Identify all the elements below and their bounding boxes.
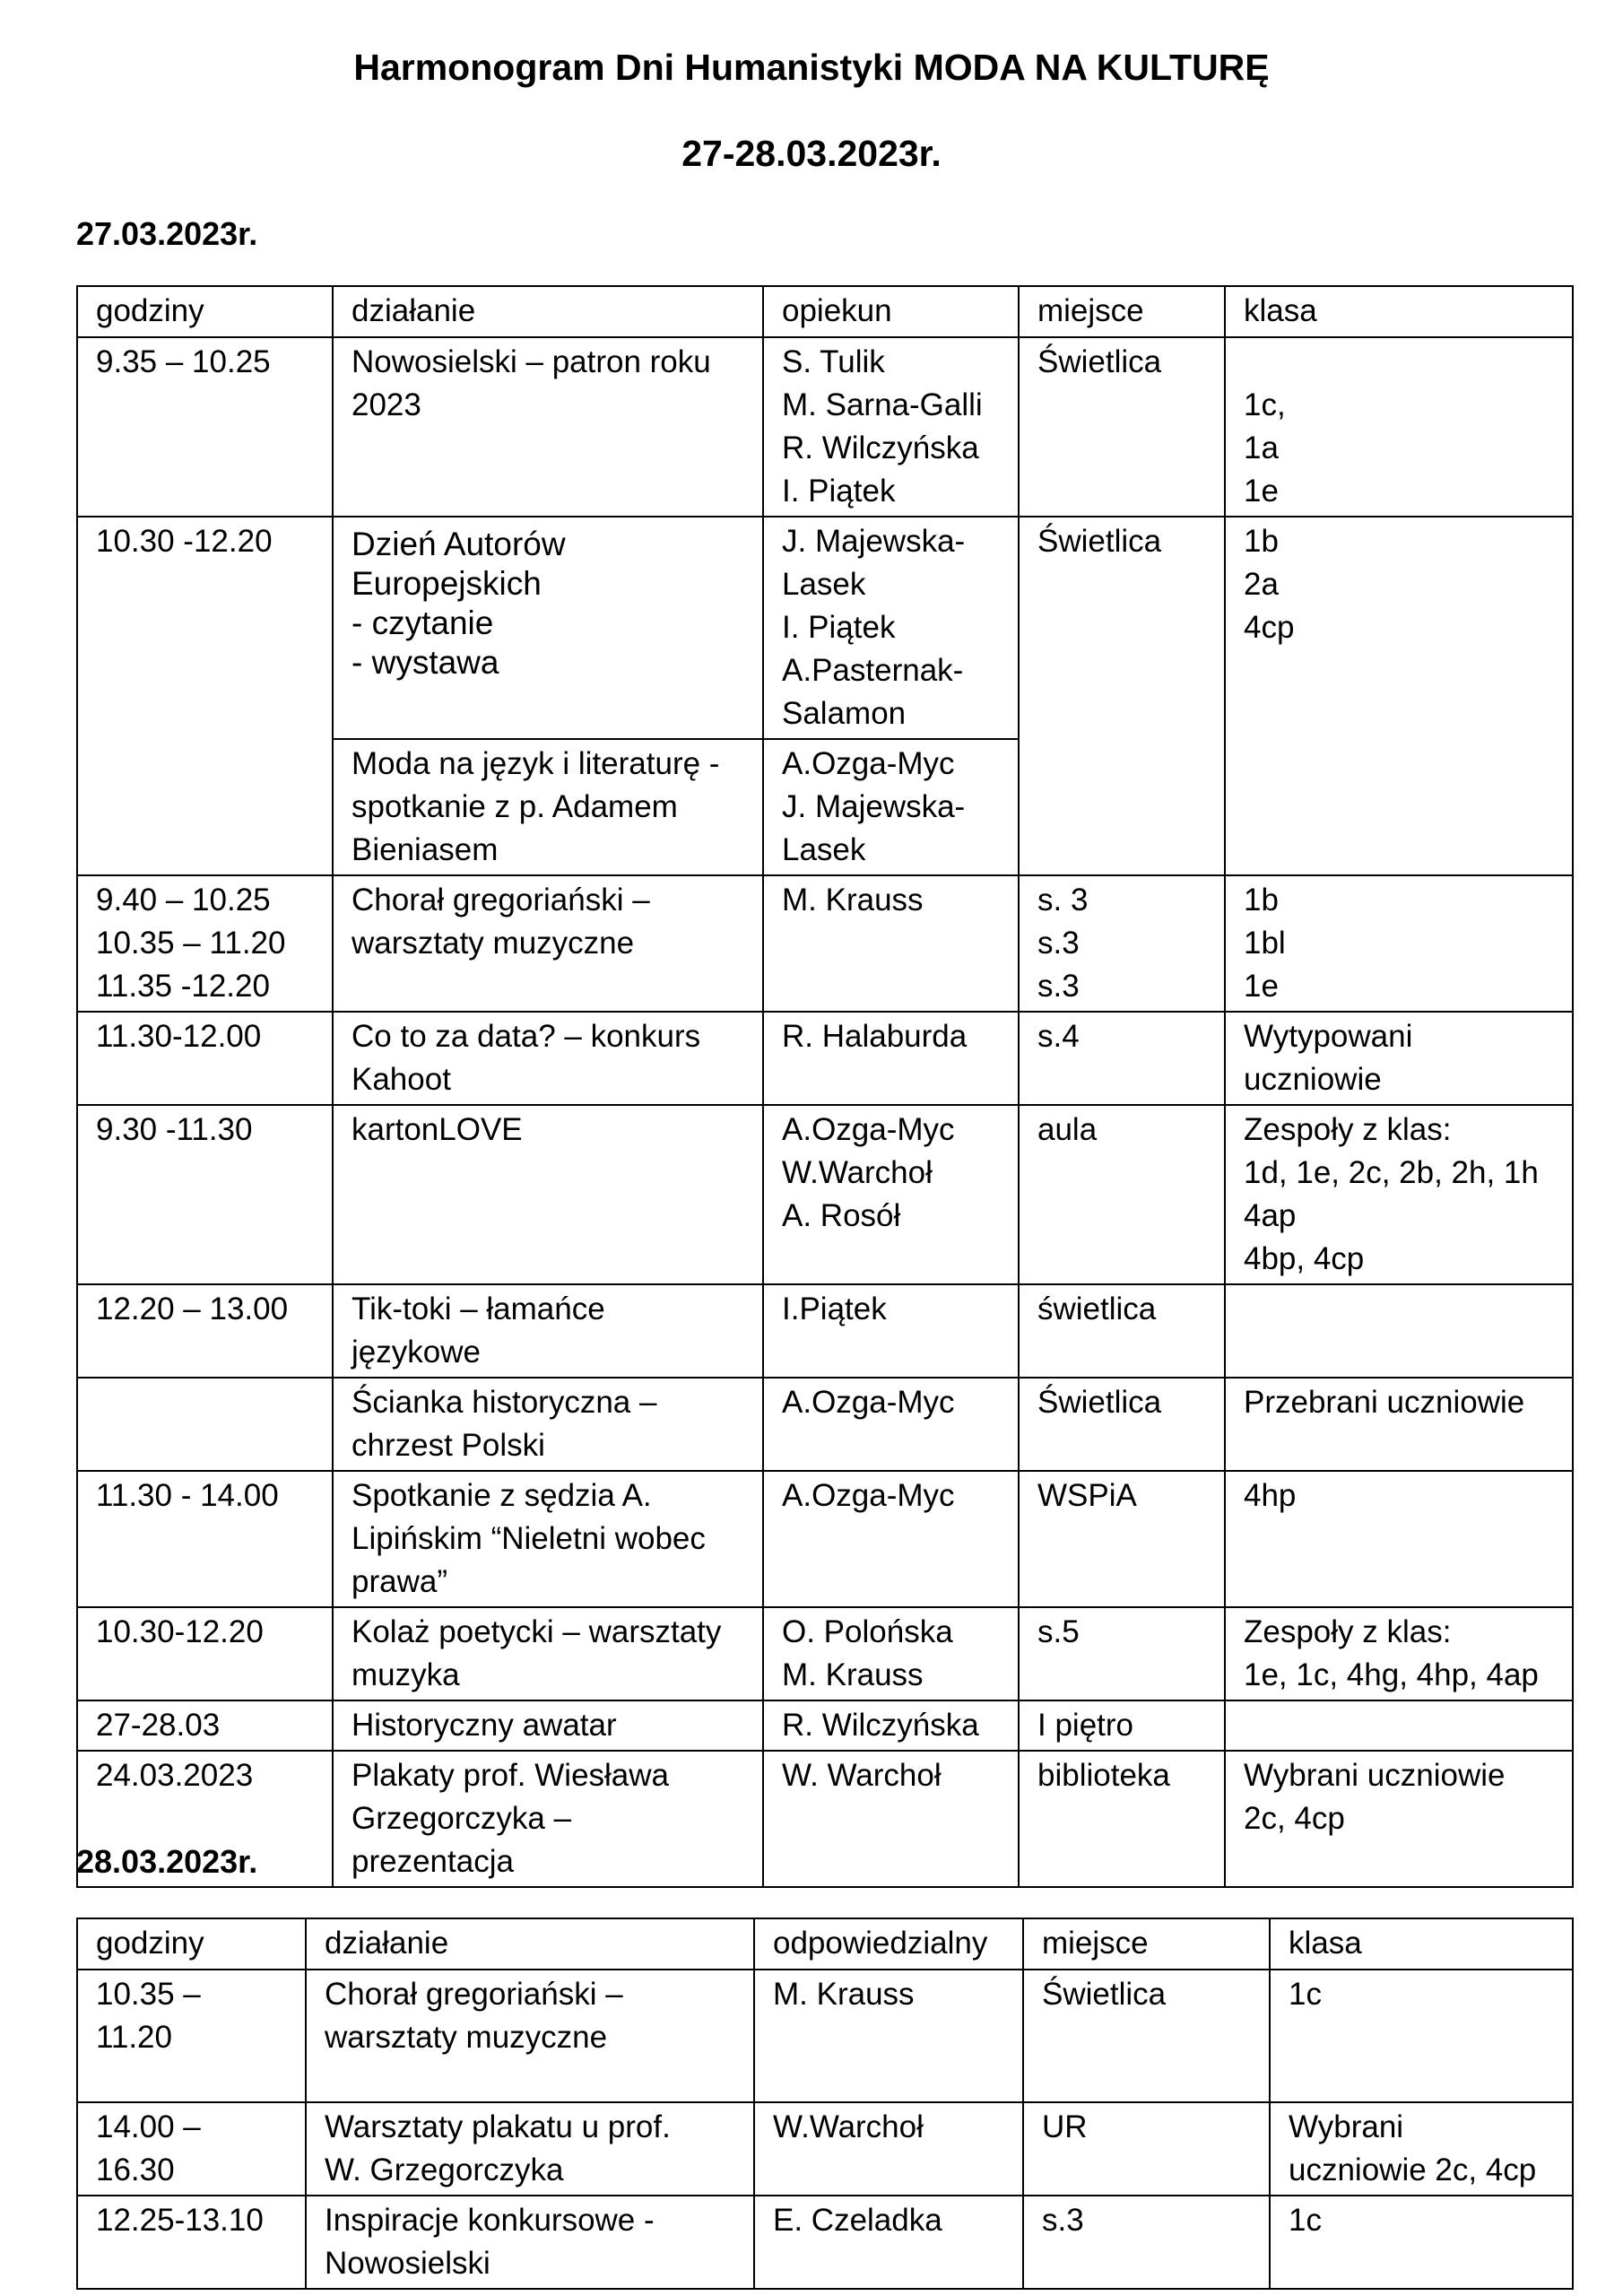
table-row [77,1378,1573,1471]
cell-miejsce: Świetlica [1019,1378,1225,1471]
cell-dzialanie: kartonLOVE [333,1105,763,1284]
header-dzialanie: działanie [333,286,763,337]
cell-godziny: 9.30 -11.30 [77,1105,333,1284]
cell-odpowiedzialny: W.Warchoł [754,2102,1023,2196]
cell-godziny: 12.25-13.10 [77,2196,306,2289]
cell-miejsce: świetlica [1019,1284,1225,1378]
cell-opiekun: R. Wilczyńska [763,1700,1019,1751]
table-row [77,1751,1573,1887]
cell-dzialanie: Nowosielski – patron roku 2023 [333,337,763,517]
cell-dzialanie: Spotkanie z sędzia A. Lipińskim “Nieletni wobec prawa” [333,1471,763,1607]
cell-dzialanie: Ścianka historyczna – chrzest Polski [333,1378,763,1471]
cell-godziny: 12.20 – 13.00 [77,1284,333,1378]
cell-miejsce: s.5 [1019,1607,1225,1700]
cell-opiekun: W. Warchoł [763,1751,1019,1887]
schedule-table-day1 [76,285,1574,1888]
cell-miejsce: aula [1019,1105,1225,1284]
cell-godziny: 9.40 – 10.25 10.35 – 11.20 11.35 -12.20 [77,875,333,1012]
cell-godziny: 14.00 – 16.30 [77,2102,306,2196]
cell-klasa: 1b 2a 4cp [1225,517,1573,875]
table-row [77,1012,1573,1105]
table-row [77,2196,1573,2289]
cell-miejsce: WSPiA [1019,1471,1225,1607]
header-odpowiedzialny: odpowiedzialny [754,1918,1023,1970]
cell-godziny: 24.03.2023 [77,1751,333,1887]
cell-klasa [1225,1700,1573,1751]
header-klasa: klasa [1225,286,1573,337]
table-row [77,2102,1573,2196]
cell-dzialanie: Tik-toki – łamańce językowe [333,1284,763,1378]
page-subtitle: 27-28.03.2023r. [681,133,942,174]
table-row [77,1284,1573,1378]
cell-godziny: 10.30 -12.20 [77,517,333,875]
cell-dzialanie: Warsztaty plakatu u prof. W. Grzegorczyka [306,2102,754,2196]
header-godziny: godziny [77,286,333,337]
cell-odpowiedzialny: M. Krauss [754,1970,1023,2102]
cell-odpowiedzialny: E. Czeladka [754,2196,1023,2289]
header-miejsce: miejsce [1019,286,1225,337]
table-header-row [77,1918,1573,1970]
cell-dzialanie: Moda na język i literaturę - spotkanie z p. Adamem Bieniasem [333,739,763,875]
cell-opiekun: A.Ozga-Myc J. Majewska- Lasek [763,739,1019,875]
table-row [77,875,1573,1012]
cell-miejsce: biblioteka [1019,1751,1225,1887]
table-row [77,1970,1573,2102]
page-title: Harmonogram Dni Humanistyki MODA NA KULTURĘ [353,47,1270,88]
day1-label: 27.03.2023r. [76,215,258,252]
cell-dzialanie: Dzień Autorów Europejskich - czytanie - wystawa [333,517,763,739]
cell-opiekun: A.Ozga-Myc [763,1471,1019,1607]
cell-dzialanie: Co to za data? – konkurs Kahoot [333,1012,763,1105]
cell-opiekun: A.Ozga-Myc W.Warchoł A. Rosół [763,1105,1019,1284]
cell-dzialanie: Plakaty prof. Wiesława Grzegorczyka – prezentacja [333,1751,763,1887]
cell-opiekun: M. Krauss [763,875,1019,1012]
header-opiekun: opiekun [763,286,1019,337]
cell-klasa: Wybrani uczniowie 2c, 4cp [1225,1751,1573,1887]
cell-klasa: Zespoły z klas: 1e, 1c, 4hg, 4hp, 4ap [1225,1607,1573,1700]
cell-klasa: 4hp [1225,1471,1573,1607]
cell-opiekun: R. Halaburda [763,1012,1019,1105]
cell-klasa [1225,1284,1573,1378]
cell-godziny: 27-28.03 [77,1700,333,1751]
cell-dzialanie: Historyczny awatar [333,1700,763,1751]
cell-klasa: Wytypowani uczniowie [1225,1012,1573,1105]
cell-miejsce: Świetlica [1019,517,1225,875]
cell-klasa: 1c [1270,2196,1573,2289]
table-row [77,517,1573,739]
table-row [77,1700,1573,1751]
cell-miejsce: s.4 [1019,1012,1225,1105]
cell-miejsce: s.3 [1023,2196,1270,2289]
cell-miejsce: Świetlica [1023,1970,1270,2102]
cell-miejsce: UR [1023,2102,1270,2196]
cell-godziny: 10.35 – 11.20 [77,1970,306,2102]
cell-klasa: Przebrani uczniowie [1225,1378,1573,1471]
cell-opiekun: I.Piątek [763,1284,1019,1378]
cell-opiekun: O. Polońska M. Krauss [763,1607,1019,1700]
header-miejsce: miejsce [1023,1918,1270,1970]
header-dzialanie: działanie [306,1918,754,1970]
cell-opiekun: J. Majewska- Lasek I. Piątek A.Pasternak- Salamon [763,517,1019,739]
schedule-table-day2 [76,1918,1574,2290]
table-row [77,1607,1573,1700]
cell-klasa: 1c, 1a 1e [1225,337,1573,517]
cell-miejsce: I piętro [1019,1700,1225,1751]
cell-klasa: 1b 1bl 1e [1225,875,1573,1012]
cell-miejsce: Świetlica [1019,337,1225,517]
table-row [77,337,1573,517]
header-klasa: klasa [1270,1918,1573,1970]
cell-dzialanie: Kolaż poetycki – warsztaty muzyka [333,1607,763,1700]
cell-opiekun: S. Tulik M. Sarna-Galli R. Wilczyńska I. Piątek [763,337,1019,517]
table-header-row [77,286,1573,337]
cell-klasa: Wybrani uczniowie 2c, 4cp [1270,2102,1573,2196]
header-godziny: godziny [77,1918,306,1970]
day2-label: 28.03.2023r. [76,1843,258,1880]
cell-godziny: 10.30-12.20 [77,1607,333,1700]
cell-klasa: Zespoły z klas: 1d, 1e, 2c, 2b, 2h, 1h 4ap 4bp, 4cp [1225,1105,1573,1284]
cell-dzialanie: Chorał gregoriański – warsztaty muzyczne [306,1970,754,2102]
cell-godziny: 9.35 – 10.25 [77,337,333,517]
cell-godziny: 11.30 - 14.00 [77,1471,333,1607]
cell-dzialanie: Inspiracje konkursowe - Nowosielski [306,2196,754,2289]
cell-miejsce: s. 3 s.3 s.3 [1019,875,1225,1012]
cell-klasa: 1c [1270,1970,1573,2102]
table-row [77,1471,1573,1607]
table-row [77,1105,1573,1284]
cell-godziny [77,1378,333,1471]
cell-godziny: 11.30-12.00 [77,1012,333,1105]
cell-opiekun: A.Ozga-Myc [763,1378,1019,1471]
cell-dzialanie: Chorał gregoriański – warsztaty muzyczne [333,875,763,1012]
